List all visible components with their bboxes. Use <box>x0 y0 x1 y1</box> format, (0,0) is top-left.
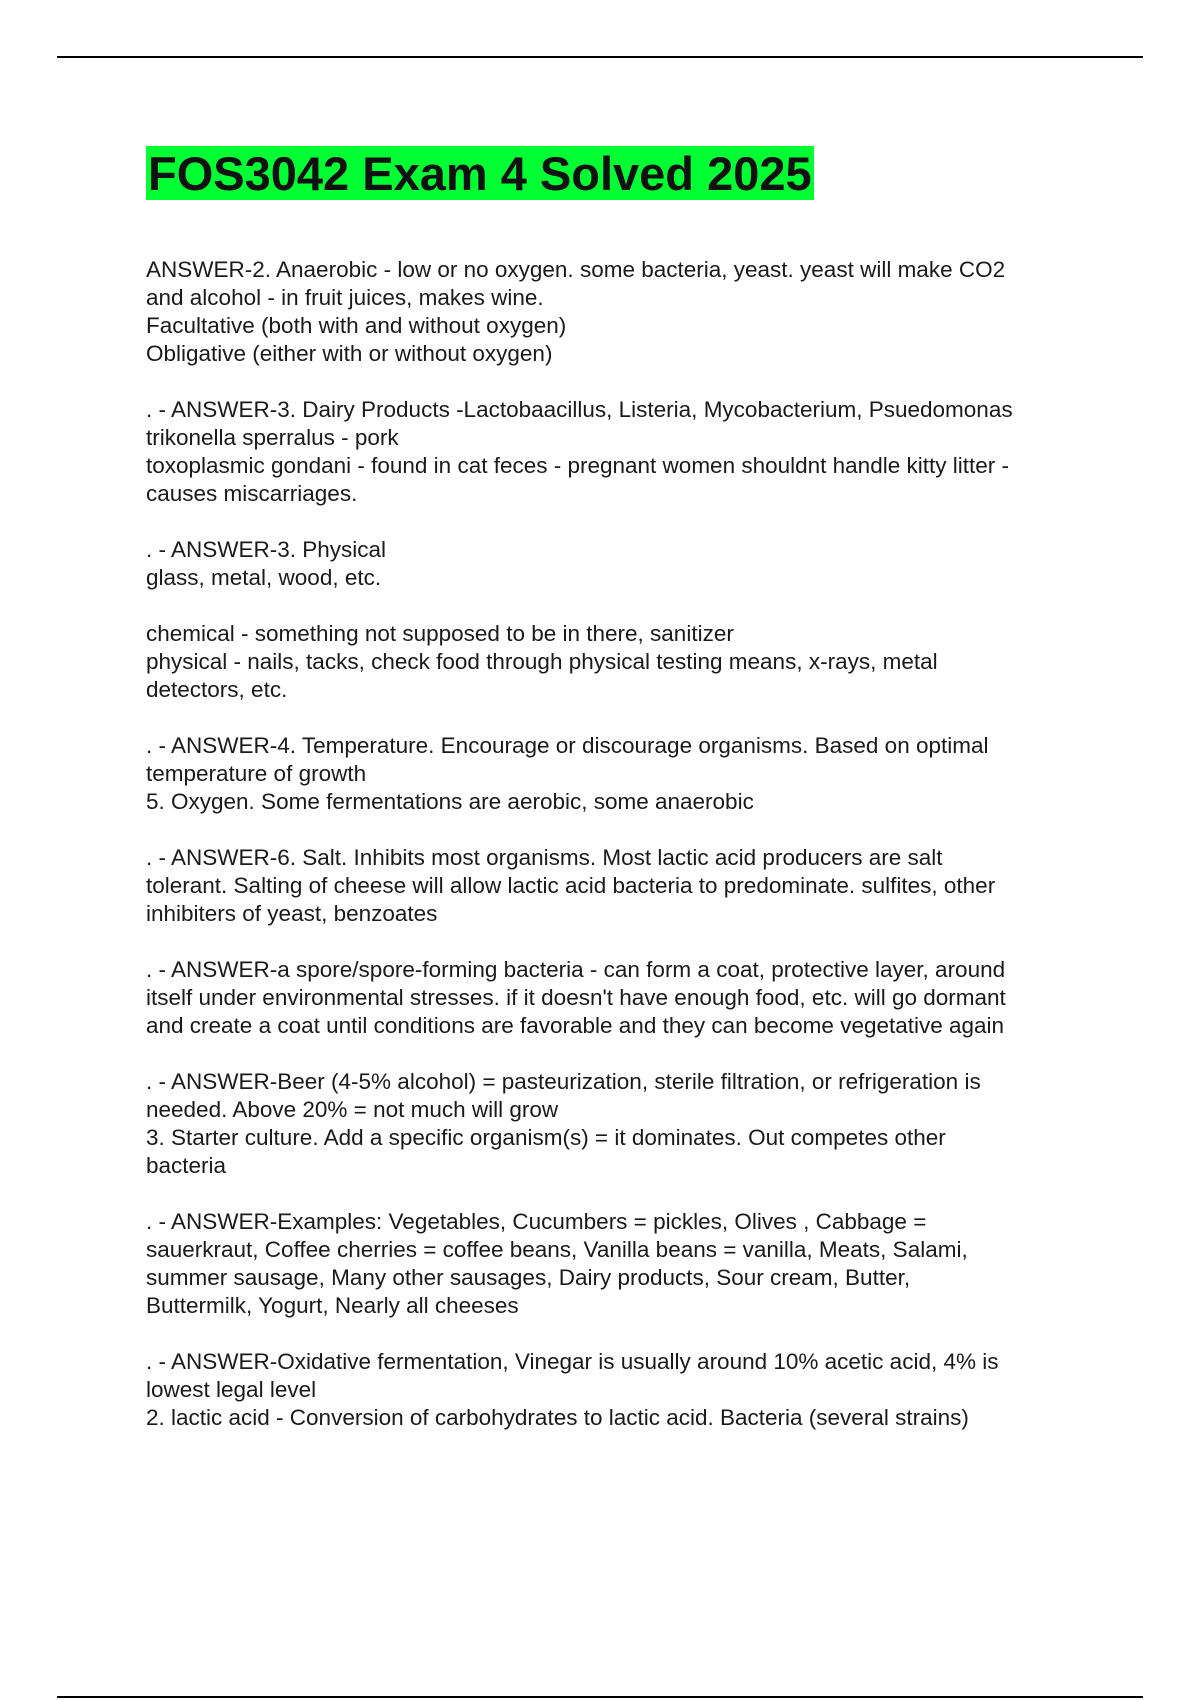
answer-paragraph <box>146 620 1086 704</box>
paragraph-line: . - ANSWER-3. Physical <box>146 537 387 562</box>
paragraph-line: lowest legal level <box>146 1377 317 1402</box>
paragraph-line: sauerkraut, Coffee cherries = coffee beans, Vanilla beans = vanilla, Meats, Salami, <box>146 1237 968 1262</box>
paragraph-line: trikonella sperralus - pork <box>146 425 399 450</box>
answer-paragraph <box>146 256 1086 368</box>
bottom-divider <box>57 1696 1143 1698</box>
document-title: FOS3042 Exam 4 Solved 2025 <box>148 147 812 200</box>
answer-paragraph <box>146 844 1086 928</box>
answer-paragraph <box>146 1068 1086 1180</box>
paragraph-line: 5. Oxygen. Some fermentations are aerobic, some anaerobic <box>146 789 754 814</box>
paragraph-line: temperature of growth <box>146 761 367 786</box>
paragraph-line: 3. Starter culture. Add a specific organism(s) = it dominates. Out competes other <box>146 1125 946 1150</box>
paragraph-line: ANSWER-2. Anaerobic - low or no oxygen. some bacteria, yeast. yeast will make CO2 <box>146 257 1006 282</box>
paragraph-line: detectors, etc. <box>146 677 288 702</box>
paragraph-line: summer sausage, Many other sausages, Dairy products, Sour cream, Butter, <box>146 1265 911 1290</box>
paragraph-line: chemical - something not supposed to be in there, sanitizer <box>146 621 734 646</box>
paragraph-line: glass, metal, wood, etc. <box>146 565 382 590</box>
paragraph-line: and alcohol - in fruit juices, makes wine. <box>146 285 544 310</box>
answer-paragraph <box>146 732 1086 816</box>
paragraph-line: needed. Above 20% = not much will grow <box>146 1097 559 1122</box>
paragraph-line: . - ANSWER-Oxidative fermentation, Vinegar is usually around 10% acetic acid, 4% is <box>146 1349 999 1374</box>
paragraph-line: . - ANSWER-4. Temperature. Encourage or discourage organisms. Based on optimal <box>146 733 989 758</box>
paragraph-line: physical - nails, tacks, check food through physical testing means, x-rays, metal <box>146 649 938 674</box>
answer-paragraph <box>146 1348 1086 1432</box>
paragraph-line: Buttermilk, Yogurt, Nearly all cheeses <box>146 1293 519 1318</box>
paragraph-line: . - ANSWER-3. Dairy Products -Lactobaacillus, Listeria, Mycobacterium, Psuedomonas <box>146 397 1013 422</box>
paragraph-line: . - ANSWER-Beer (4-5% alcohol) = pasteurization, sterile filtration, or refrigeration is <box>146 1069 981 1094</box>
paragraph-line: . - ANSWER-a spore/spore-forming bacteria - can form a coat, protective layer, around <box>146 957 1006 982</box>
paragraph-line: tolerant. Salting of cheese will allow lactic acid bacteria to predominate. sulfites, other <box>146 873 996 898</box>
paragraph-line: toxoplasmic gondani - found in cat feces - pregnant women shouldnt handle kitty litter - <box>146 453 1009 478</box>
paragraph-line: Obligative (either with or without oxygen) <box>146 341 553 366</box>
paragraph-line: causes miscarriages. <box>146 481 358 506</box>
paragraph-line: and create a coat until conditions are favorable and they can become vegetative again <box>146 1013 1005 1038</box>
answer-paragraph <box>146 536 1086 592</box>
answer-paragraph <box>146 956 1086 1040</box>
paragraph-line: Facultative (both with and without oxygen) <box>146 313 567 338</box>
paragraph-line: itself under environmental stresses. if it doesn't have enough food, etc. will go dormant <box>146 985 1006 1010</box>
document-body <box>146 256 1086 1460</box>
paragraph-line: bacteria <box>146 1153 227 1178</box>
paragraph-line: . - ANSWER-6. Salt. Inhibits most organisms. Most lactic acid producers are salt <box>146 845 943 870</box>
answer-paragraph <box>146 1208 1086 1320</box>
answer-paragraph <box>146 396 1086 508</box>
top-divider <box>57 56 1143 58</box>
paragraph-line: inhibiters of yeast, benzoates <box>146 901 438 926</box>
paragraph-line: 2. lactic acid - Conversion of carbohydrates to lactic acid. Bacteria (several strains) <box>146 1405 969 1430</box>
paragraph-line: . - ANSWER-Examples: Vegetables, Cucumbers = pickles, Olives , Cabbage = <box>146 1209 927 1234</box>
